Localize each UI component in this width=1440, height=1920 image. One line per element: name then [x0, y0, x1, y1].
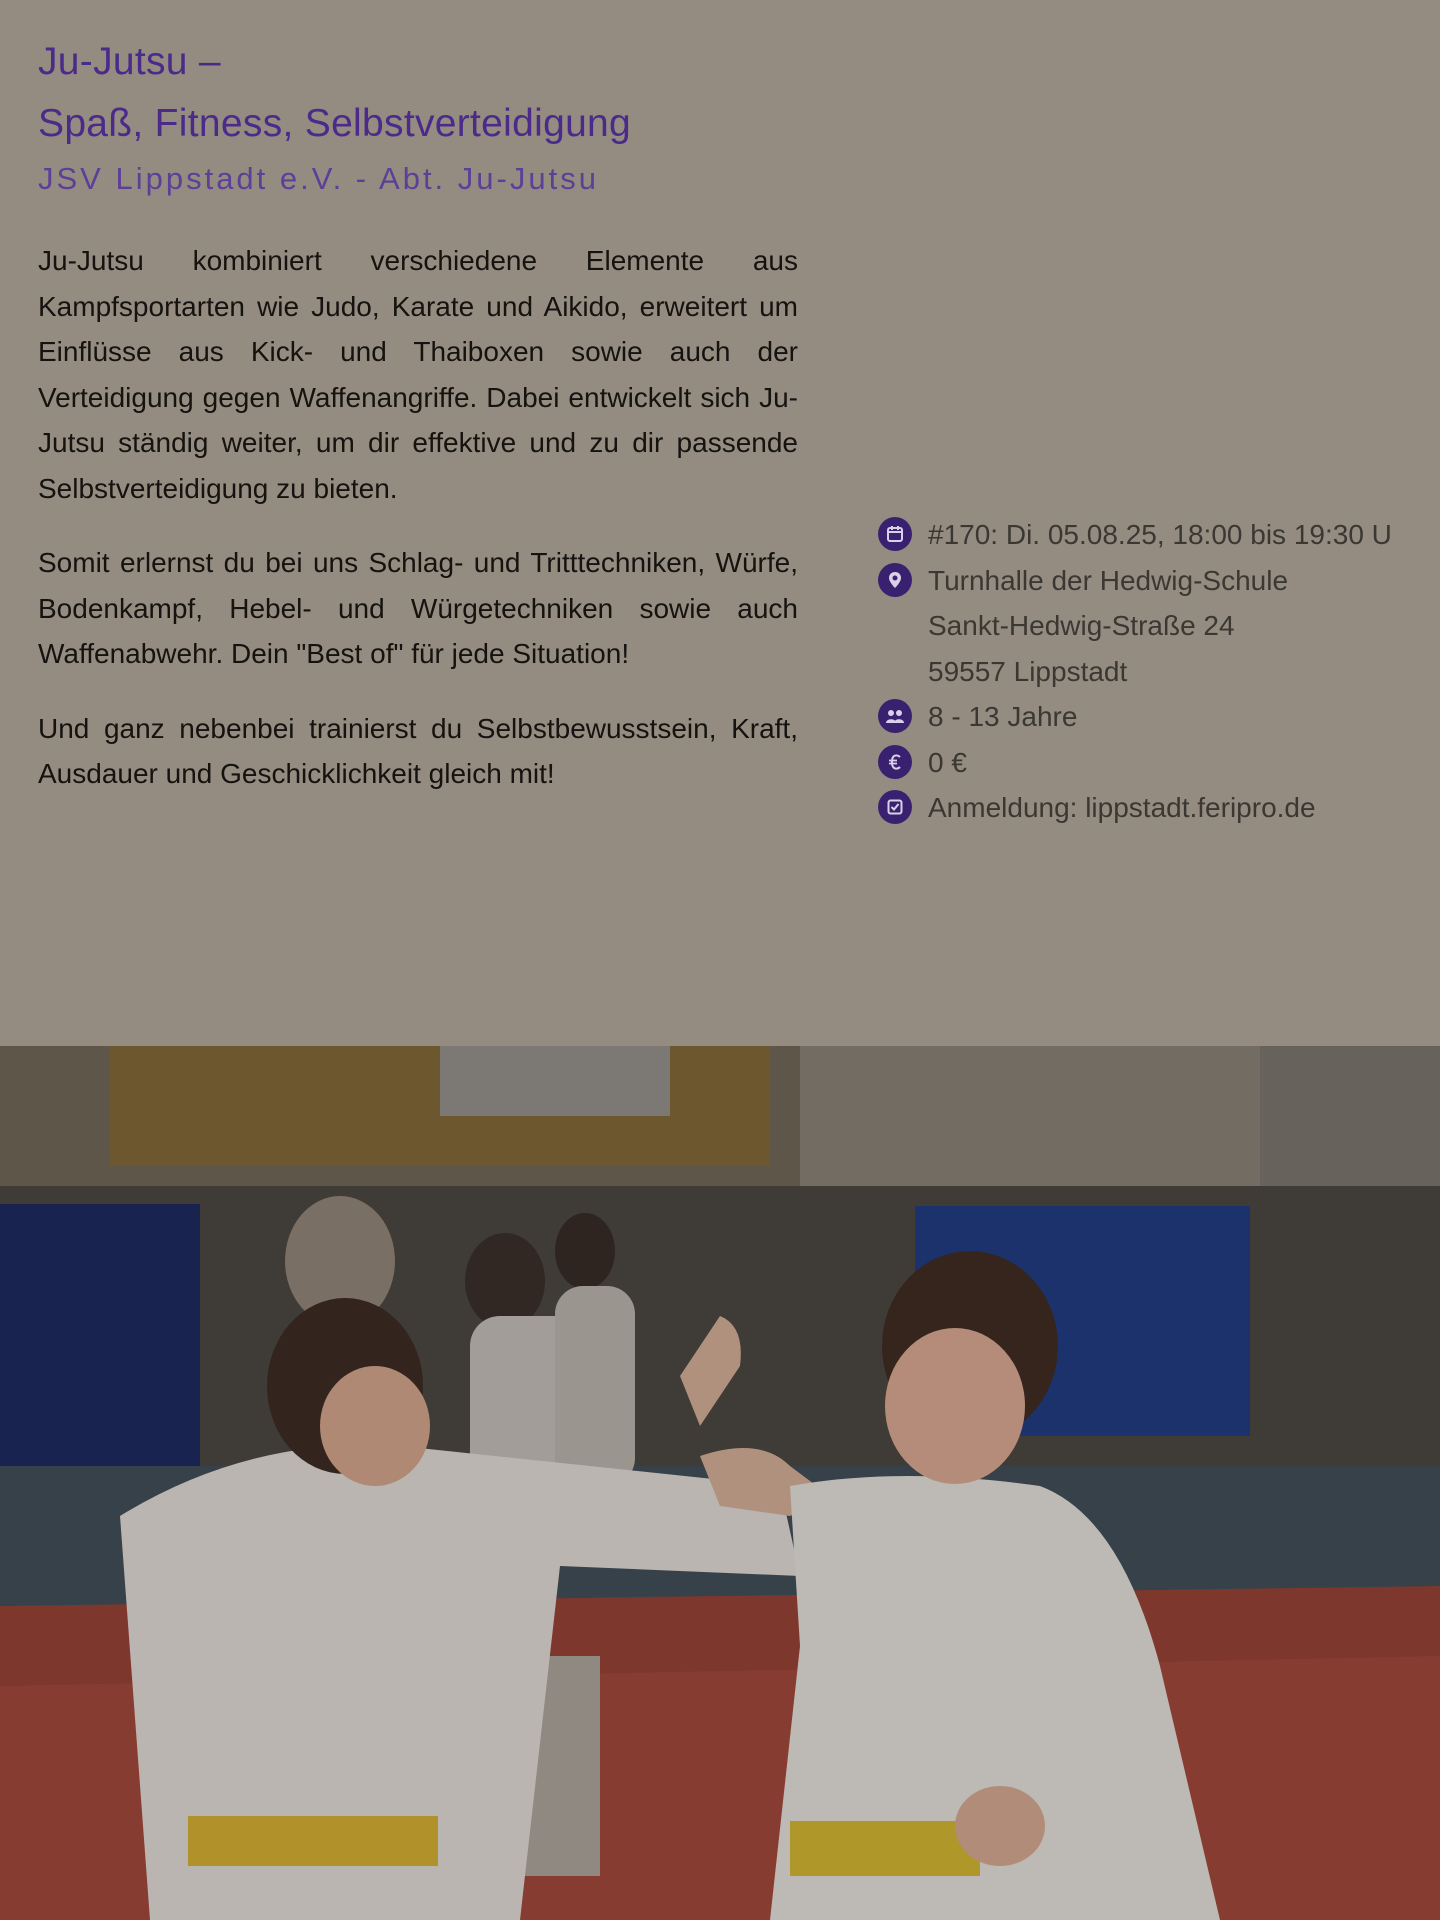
age-text: 8 - 13 Jahre — [928, 701, 1078, 732]
paragraph-1: Ju-Jutsu kombiniert verschiedene Elemente aus Kampfsportarten wie Judo, Karate und Aikido, erweitert um Einflüsse aus Kick- und Thaiboxen sowie auch der Verteidigung gegen Waffenangriffe. Dabei entwickelt sich Ju-Jutsu ständig weiter, um dir effektive und zu dir passende Selbstverteidigung zu bieten. — [38, 245, 798, 504]
event-info-list — [878, 512, 1440, 831]
location-line-2: Sankt-Hedwig-Straße 24 — [928, 610, 1235, 641]
description — [38, 238, 798, 826]
price-text: 0 € — [928, 746, 967, 778]
location-pin-icon — [878, 563, 912, 597]
paragraph-2: Somit erlernst du bei uns Schlag- und Tritttechniken, Würfe, Bodenkampf, Hebel- und Würgetechniken sowie auch Waffenabwehr. Dein "Best of" für jede Situation! — [38, 547, 798, 669]
checklist-icon — [878, 790, 912, 824]
title-line-1: Ju-Jutsu – — [38, 40, 221, 83]
location-item — [878, 558, 1440, 695]
registration-item — [878, 785, 1440, 831]
date-text: #170: Di. 05.08.25, 18:00 bis 19:30 U — [928, 519, 1392, 550]
training-photo — [0, 1046, 1440, 1920]
group-icon — [878, 699, 912, 733]
price-item — [878, 740, 1440, 786]
date-item — [878, 512, 1440, 558]
subtitle: JSV Lippstadt e.V. - Abt. Ju-Jutsu — [38, 161, 599, 196]
registration-text: Anmeldung: lippstadt.feripro.de — [928, 792, 1316, 823]
age-item — [878, 694, 1440, 740]
euro-icon — [878, 745, 912, 779]
calendar-icon — [878, 517, 912, 551]
title-line-2: Spaß, Fitness, Selbstverteidigung — [38, 102, 632, 145]
paragraph-3: Und ganz nebenbei trainierst du Selbstbewusstsein, Kraft, Ausdauer und Geschicklichkeit gleich mit! — [38, 712, 798, 789]
location-lines — [928, 558, 1288, 695]
location-line-1: Turnhalle der Hedwig-Schule — [928, 564, 1289, 596]
location-line-3: 59557 Lippstadt — [928, 655, 1128, 687]
